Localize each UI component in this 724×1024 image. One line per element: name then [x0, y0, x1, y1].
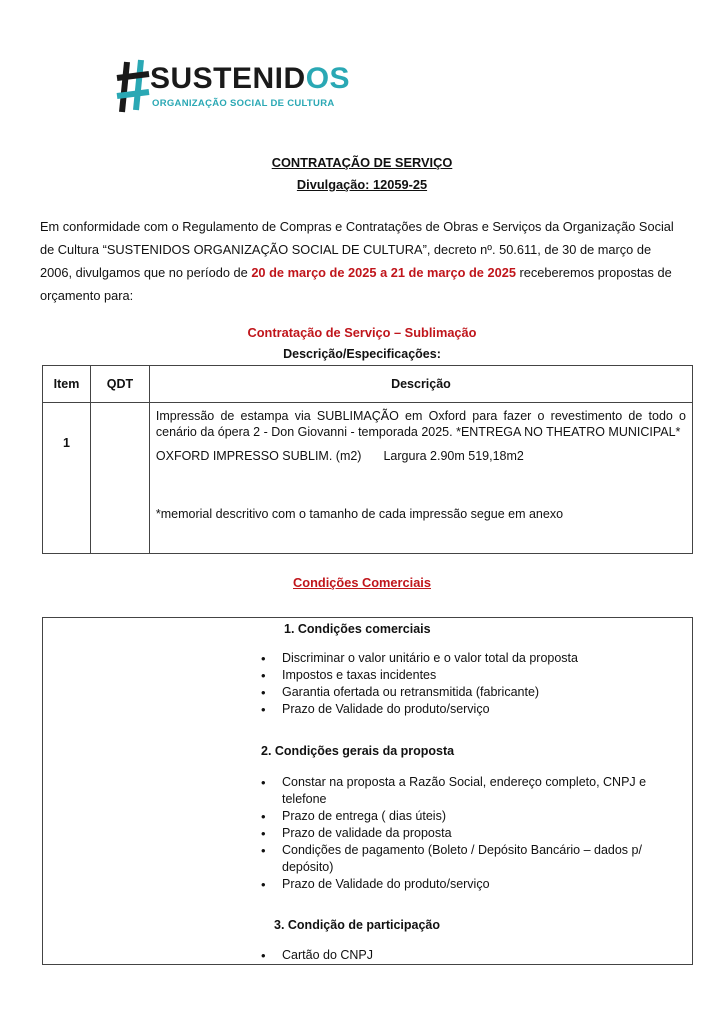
list-item: • Prazo de validade da proposta: [258, 825, 658, 842]
header-descricao: Descrição: [149, 366, 692, 403]
list-item: • Prazo de entrega ( dias úteis): [258, 808, 658, 825]
hash-logo-icon: [116, 58, 150, 114]
list-item: • Discriminar o valor unitário e o valor total da proposta: [258, 650, 658, 667]
desc-dimensions: Largura 2.90m 519,18m2: [383, 449, 524, 463]
row-qdt: [90, 403, 149, 554]
section-3-list: [258, 947, 658, 964]
list-item: • Cartão do CNPJ: [258, 947, 658, 964]
logo-name: [150, 62, 350, 96]
intro-text-1: Em conformidade com o Regulamento de Compras e Contratações de Obras e Serviços da Organização Social de Cultura “SUSTENIDOS ORGANIZAÇÃO SOCIAL DE CULTURA”, decreto nº. 50.611, de 30 de março de 2006, divulgamos que no período de: [40, 219, 674, 280]
conditions-heading: Condições Comerciais: [293, 575, 431, 590]
list-item: • Constar na proposta a Razão Social, endereço completo, CNPJ e telefone: [258, 774, 658, 808]
spec-table: [42, 365, 693, 554]
conditions-box: [42, 617, 693, 965]
list-item: • Garantia ofertada ou retransmitida (fabricante): [258, 684, 658, 701]
header-qdt: QDT: [90, 366, 149, 403]
service-title: Contratação de Serviço – Sublimação: [247, 325, 477, 340]
list-item: • Condições de pagamento (Boleto / Depósito Bancário – dados p/ depósito): [258, 842, 658, 876]
spec-heading: Descrição/Especificações:: [283, 347, 441, 361]
logo-subtitle: ORGANIZAÇÃO SOCIAL DE CULTURA: [152, 98, 335, 109]
desc-material: OXFORD IMPRESSO SUBLIM. (m2): [155, 449, 362, 463]
intro-text-2: receberemos propostas de orçamento para:: [40, 265, 672, 303]
section-2-title: 2. Condições gerais da proposta: [261, 744, 455, 758]
section-3-title: 3. Condição de participação: [274, 918, 441, 932]
desc-line-2: [156, 448, 686, 464]
table-row: [43, 403, 693, 554]
row-item: 1: [43, 403, 91, 554]
section-1-title: 1. Condições comerciais: [284, 622, 431, 636]
intro-period: 20 de março de 2025 a 21 de março de 2025: [251, 265, 516, 280]
logo-mark: [116, 58, 150, 114]
list-item: • Prazo de Validade do produto/serviço: [258, 876, 658, 893]
section-2-list: [258, 774, 658, 893]
desc-line-1: Impressão de estampa via SUBLIMAÇÃO em Oxford para fazer o revestimento de todo o cenário da ópera 2 - Don Giovanni - temporada 2025. *ENTREGA NO THEATRO MUNICIPAL*: [155, 409, 686, 439]
intro-paragraph: [40, 215, 685, 307]
desc-line-3: *memorial descritivo com o tamanho de cada impressão segue em anexo: [155, 507, 564, 521]
list-item: • Impostos e taxas incidentes: [258, 667, 658, 684]
row-descricao: [149, 403, 692, 554]
section-1-list: [258, 650, 658, 718]
header-item: Item: [43, 366, 91, 403]
table-header-row: [43, 366, 693, 403]
divulgacao-number: Divulgação: 12059-25: [296, 177, 428, 192]
list-item: • Prazo de Validade do produto/serviço: [258, 701, 658, 718]
logo-name-text: SUSTENIDOS: [150, 62, 351, 95]
page-title: CONTRATAÇÃO DE SERVIÇO: [271, 155, 453, 170]
